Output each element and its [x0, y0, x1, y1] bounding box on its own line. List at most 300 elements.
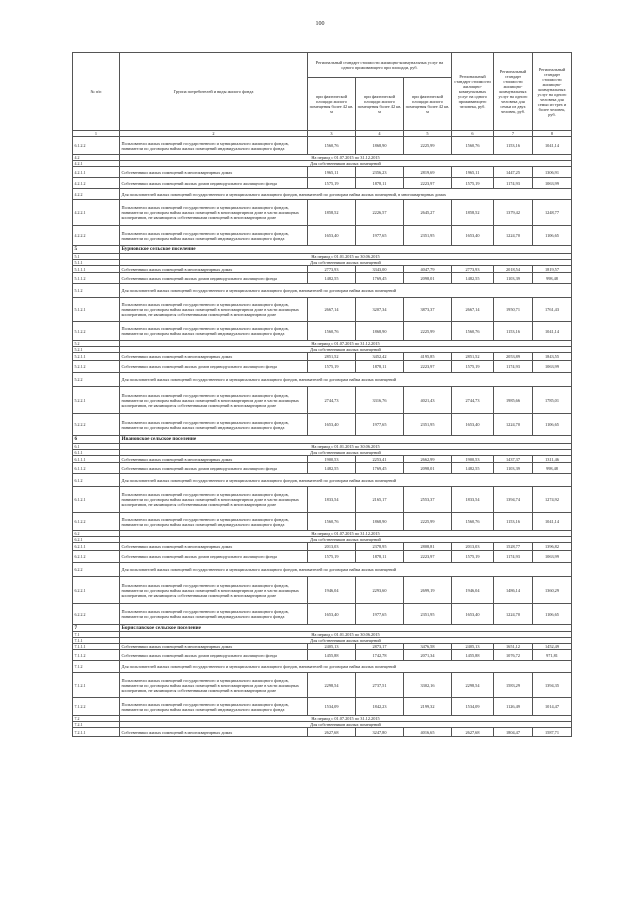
- header-two: Региональный стандарт стоимости жилищно-коммунальных услуг на одного человека для семьи из двух человек, руб.: [494, 53, 533, 131]
- row-value: 1977,65: [356, 414, 404, 436]
- row-value: 2293,60: [356, 577, 404, 604]
- row-value: 1396,82: [533, 543, 572, 551]
- row-value: 1653,40: [452, 604, 494, 625]
- row-code: 5.2.2.1: [73, 387, 120, 414]
- header-sub-1: при фактической площади жилого помещения более 42 кв. м: [308, 78, 356, 131]
- section-code: 7: [73, 625, 120, 632]
- table-row: [73, 456, 572, 463]
- col-number: 1: [73, 131, 120, 137]
- row-value: 2098,01: [404, 273, 452, 284]
- section-title: Бурновское сельское поселение: [120, 246, 572, 254]
- row-code: 7.1.1.1: [73, 644, 120, 650]
- row-value: 1946,04: [308, 577, 356, 604]
- row-code: 6.2.1.1: [73, 543, 120, 551]
- row-code: 7.1.2.2: [73, 698, 120, 716]
- col-number: 4: [356, 131, 404, 137]
- col-number: 3: [308, 131, 356, 137]
- row-value: 3873,37: [404, 298, 452, 322]
- row-code: 6.2.1.2: [73, 551, 120, 563]
- row-value: 1560,76: [452, 513, 494, 531]
- row-value: 1153,16: [494, 513, 533, 531]
- row-value: 998,48: [533, 273, 572, 284]
- row-value: 1274,92: [533, 487, 572, 513]
- row-value: 1224,70: [494, 226, 533, 246]
- row-code: 5.2.2.2: [73, 414, 120, 436]
- period-code: 6.1.1: [73, 450, 120, 456]
- row-value: 1653,40: [308, 414, 356, 436]
- row-value: 4047,79: [404, 266, 452, 273]
- row-name: Пользователи жилых помещений государственного и муниципального жилищного фондов, наниматели по договорам найма жилых помещений в многоквартирном доме в части жилищных кооперативов, не являющиеся собственниками помещений в многоквартирном доме: [120, 673, 308, 698]
- period-code: 5.2: [73, 341, 120, 347]
- row-name: Собственники жилых помещений жилых домов индивидуального жилищного фонда: [120, 361, 308, 373]
- row-value: 998,48: [533, 463, 572, 474]
- row-value: 2627,68: [452, 728, 494, 737]
- row-value: 2662,99: [404, 456, 452, 463]
- row-value: 1455,88: [308, 650, 356, 661]
- row-code: 7.1.2.1: [73, 673, 120, 698]
- row-value: 2378,95: [356, 543, 404, 551]
- row-name: Собственники жилых помещений в многоквартирных домах: [120, 167, 308, 178]
- row-value: 1950,71: [494, 298, 533, 322]
- period-code: 7.1: [73, 632, 120, 638]
- row-name: Пользователи жилых помещений государственного и муниципального жилищного фондов, наниматели по договорам найма жилых помещений индивидуального жилищного фонда: [120, 226, 308, 246]
- row-code: 5.1.1.1: [73, 266, 120, 273]
- subgroup-code: 6.1.2: [73, 474, 120, 487]
- section-row: [73, 246, 572, 254]
- row-value: 1900,53: [452, 456, 494, 463]
- row-name: Собственники жилых помещений в многоквартирных домах: [120, 644, 308, 650]
- table-row: [73, 353, 572, 361]
- row-value: 2627,68: [308, 728, 356, 737]
- row-value: 1575,19: [452, 178, 494, 189]
- row-value: 1878,11: [356, 361, 404, 373]
- table-row: [73, 167, 572, 178]
- col-number: 8: [533, 131, 572, 137]
- row-value: 1379,42: [494, 200, 533, 226]
- row-value: 1106,65: [533, 226, 572, 246]
- row-value: 1769,45: [356, 463, 404, 474]
- subgroup-code: 6.2.2: [73, 563, 120, 577]
- table-row: [73, 487, 572, 513]
- row-code: 6.1.1.2: [73, 463, 120, 474]
- row-value: 2744,73: [308, 387, 356, 414]
- row-value: 2013,03: [308, 543, 356, 551]
- subgroup-text: Для пользователей жилых помещений государственного и муниципального жилищного фондов, нанимателей по договорам найма жилых помещений: [120, 661, 572, 673]
- row-value: 1868,90: [356, 137, 404, 155]
- row-code: 6.2.2.1: [73, 577, 120, 604]
- row-value: 2253,41: [356, 456, 404, 463]
- row-value: 2225,99: [404, 137, 452, 155]
- period-text: На период с 01.07.2015 по 31.12.2015: [120, 716, 572, 722]
- row-value: 1833,54: [308, 487, 356, 513]
- table-row: [73, 577, 572, 604]
- row-value: 2223,97: [404, 178, 452, 189]
- row-name: Собственники жилых помещений в многоквартирных домах: [120, 266, 308, 273]
- row-name: Собственники жилых помещений жилых домов индивидуального жилищного фонда: [120, 178, 308, 189]
- section-title: Ивановское сельское поселение: [120, 436, 572, 444]
- row-value: 2098,01: [404, 463, 452, 474]
- row-value: 1769,45: [356, 273, 404, 284]
- row-value: 1455,88: [452, 650, 494, 661]
- row-value: 1063,99: [533, 551, 572, 563]
- row-value: 2808,81: [404, 543, 452, 551]
- row-value: 1014,47: [533, 698, 572, 716]
- row-value: 2223,97: [404, 361, 452, 373]
- row-name: Собственники жилых помещений жилых домов индивидуального жилищного фонда: [120, 551, 308, 563]
- subgroup-code: 5.2.2: [73, 373, 120, 387]
- table-row: [73, 200, 572, 226]
- table-row: [73, 322, 572, 341]
- row-value: 1858,52: [452, 200, 494, 226]
- period-text: Для собственников жилых помещений: [120, 638, 572, 644]
- row-code: 4.2.1.1: [73, 167, 120, 178]
- row-name: Пользователи жилых помещений государственного и муниципального жилищного фондов, наниматели по договорам найма жилых помещений индивидуального жилищного фонда: [120, 698, 308, 716]
- row-value: 1868,90: [356, 513, 404, 531]
- header-standard-area: Региональный стандарт стоимости жилищно-коммунальных услуг на одного проживающего при площади, руб.: [308, 53, 452, 78]
- row-value: 1126,49: [494, 698, 533, 716]
- row-name: Собственники жилых помещений в многоквартирных домах: [120, 456, 308, 463]
- row-name: Собственники жилых помещений жилых домов индивидуального жилищного фонда: [120, 273, 308, 284]
- row-value: 2351,95: [404, 604, 452, 625]
- period-text: На период с 01.01.2015 по 30.06.2015: [120, 254, 572, 260]
- subgroup-row: [73, 189, 572, 200]
- row-value: 3316,76: [356, 387, 404, 414]
- row-value: 1447,25: [494, 167, 533, 178]
- row-value: 2225,99: [404, 513, 452, 531]
- row-value: 1560,76: [452, 322, 494, 341]
- table-row: [73, 137, 572, 155]
- row-value: 1742,78: [356, 650, 404, 661]
- row-name: Пользователи жилых помещений государственного и муниципального жилищного фондов, наниматели по договорам найма жилых помещений индивидуального жилищного фонда: [120, 137, 308, 155]
- subgroup-row: [73, 474, 572, 487]
- row-value: 1560,76: [308, 322, 356, 341]
- row-value: 2199,32: [404, 698, 452, 716]
- row-value: 4021,43: [404, 387, 452, 414]
- period-text: Для собственников жилых помещений: [120, 347, 572, 353]
- row-code: 7.2.1.1: [73, 728, 120, 737]
- row-value: 1842,23: [356, 698, 404, 716]
- section-code: 6: [73, 436, 120, 444]
- period-code: 6.2.1: [73, 537, 120, 543]
- row-value: 1482,55: [452, 463, 494, 474]
- row-value: 1583,29: [494, 673, 533, 698]
- row-value: 1575,19: [452, 361, 494, 373]
- table-row: [73, 551, 572, 563]
- header-sub-2: при фактической площади жилого помещения более 42 кв. м: [356, 78, 404, 131]
- row-value: 1653,40: [308, 604, 356, 625]
- header-group: Группа потребителей и виды жилого фонда: [120, 53, 308, 131]
- row-value: 1587,71: [533, 728, 572, 737]
- row-value: 2405,13: [308, 644, 356, 650]
- row-value: 1575,19: [308, 361, 356, 373]
- row-value: 1106,65: [533, 414, 572, 436]
- row-name: Собственники жилых помещений жилых домов индивидуального жилищного фонда: [120, 463, 308, 474]
- row-value: 1486,14: [494, 577, 533, 604]
- row-name: Пользователи жилых помещений государственного и муниципального жилищного фондов, наниматели по договорам найма жилых помещений индивидуального жилищного фонда: [120, 414, 308, 436]
- period-code: 7.2: [73, 716, 120, 722]
- row-value: 1878,11: [356, 178, 404, 189]
- row-value: 1174,93: [494, 551, 533, 563]
- row-code: 5.1.1.2: [73, 273, 120, 284]
- row-value: 1041,14: [533, 137, 572, 155]
- subgroup-text: Для пользователей жилых помещений государственного и муниципального жилищного фондов, нанимателей по договорам найма жилых помещений: [120, 563, 572, 577]
- subgroup-text: Для пользователей жилых помещений государственного и муниципального жилищного фондов, нанимателей по договорам найма жилых помещений: [120, 284, 572, 298]
- header-num: № п/п: [73, 53, 120, 131]
- table-row: [73, 728, 572, 737]
- row-value: 2645,27: [404, 200, 452, 226]
- period-text: Для собственников жилых помещений: [120, 537, 572, 543]
- row-name: Собственники жилых помещений в многоквартирных домах: [120, 353, 308, 361]
- row-value: 2226,57: [356, 200, 404, 226]
- row-value: 2071,34: [404, 650, 452, 661]
- subgroup-text: Для пользователей жилых помещений государственного и муниципального жилищного фондов, нанимателей по договорам найма жилых помещений, в многоквартирных домах: [120, 189, 572, 200]
- period-text: Для собственников жилых помещений: [120, 722, 572, 728]
- row-value: 1819,57: [533, 266, 572, 273]
- subgroup-code: 7.1.2: [73, 661, 120, 673]
- row-value: 1103,39: [494, 463, 533, 474]
- row-value: 1482,55: [308, 463, 356, 474]
- row-value: 2851,52: [452, 353, 494, 361]
- row-name: Пользователи жилых помещений государственного и муниципального жилищного фондов, наниматели по договорам найма жилых помещений в многоквартирном доме в части жилищных кооперативов, не являющиеся собственниками помещений в многоквартирном доме: [120, 387, 308, 414]
- row-code: 7.1.1.2: [73, 650, 120, 661]
- row-value: 1575,19: [308, 178, 356, 189]
- row-value: 1306,91: [533, 167, 572, 178]
- row-value: 2699,19: [404, 577, 452, 604]
- row-value: 2737,51: [356, 673, 404, 698]
- row-value: 2553,37: [404, 487, 452, 513]
- table-row: [73, 414, 572, 436]
- row-value: 2165,17: [356, 487, 404, 513]
- subgroup-code: 5.1.2: [73, 284, 120, 298]
- row-value: 2223,97: [404, 551, 452, 563]
- subgroup-row: [73, 284, 572, 298]
- row-value: 1560,76: [308, 513, 356, 531]
- period-code: 7.1.1: [73, 638, 120, 644]
- row-value: 3302,16: [404, 673, 452, 698]
- row-value: 3343,00: [356, 266, 404, 273]
- table-row: [73, 698, 572, 716]
- row-value: 1076,72: [494, 650, 533, 661]
- row-value: 1174,93: [494, 178, 533, 189]
- row-value: 1858,52: [308, 200, 356, 226]
- subgroup-row: [73, 661, 572, 673]
- header-sub-3: при фактической площади жилого помещения более 42 кв. м: [404, 78, 452, 131]
- row-code: 4.2.2.1: [73, 200, 120, 226]
- row-value: 2298,54: [452, 673, 494, 698]
- section-row: [73, 436, 572, 444]
- row-value: 1041,14: [533, 322, 572, 341]
- row-value: 1833,54: [452, 487, 494, 513]
- row-value: 1153,16: [494, 322, 533, 341]
- subgroup-text: Для пользователей жилых помещений государственного и муниципального жилищного фондов, нанимателей по договорам найма жилых помещений: [120, 474, 572, 487]
- row-value: 2405,13: [452, 644, 494, 650]
- row-value: 4195,85: [404, 353, 452, 361]
- period-text: Для собственников жилых помещений: [120, 450, 572, 456]
- row-code: 5.1.2.2: [73, 322, 120, 341]
- table-row: [73, 178, 572, 189]
- row-value: 1394,35: [533, 673, 572, 698]
- period-text: Для собственников жилых помещений: [120, 161, 572, 167]
- row-name: Собственники жилых помещений в многоквартирных домах: [120, 543, 308, 551]
- row-name: Пользователи жилых помещений государственного и муниципального жилищного фондов, наниматели по договорам найма жилых помещений в многоквартирном доме в части жилищных кооперативов, не являющиеся собственниками помещений в многоквартирном доме: [120, 577, 308, 604]
- row-value: 2351,95: [404, 226, 452, 246]
- row-value: 1534,09: [452, 698, 494, 716]
- row-value: 2013,03: [452, 543, 494, 551]
- row-value: 2356,23: [356, 167, 404, 178]
- row-value: 1311,46: [533, 456, 572, 463]
- row-value: 1482,55: [452, 273, 494, 284]
- row-value: 2351,95: [404, 414, 452, 436]
- row-value: 1248,77: [533, 200, 572, 226]
- period-text: На период с 01.07.2015 по 31.12.2015: [120, 341, 572, 347]
- row-value: 1528,77: [494, 543, 533, 551]
- row-value: 4016,65: [404, 728, 452, 737]
- row-code: 4.2.2.2: [73, 226, 120, 246]
- row-value: 1946,04: [452, 577, 494, 604]
- row-value: 1785,01: [533, 387, 572, 414]
- row-value: 2873,17: [356, 644, 404, 650]
- row-code: 5.1.2.1: [73, 298, 120, 322]
- row-value: 1482,55: [308, 273, 356, 284]
- row-value: 1977,65: [356, 604, 404, 625]
- col-number: 7: [494, 131, 533, 137]
- row-value: 1575,19: [452, 551, 494, 563]
- period-code: 5.1.1: [73, 260, 120, 266]
- row-value: 1063,99: [533, 361, 572, 373]
- table-row: [73, 273, 572, 284]
- row-code: 6.2.2.2: [73, 604, 120, 625]
- row-value: 2667,14: [308, 298, 356, 322]
- row-value: 2225,99: [404, 322, 452, 341]
- row-value: 1965,11: [308, 167, 356, 178]
- row-value: 971,81: [533, 650, 572, 661]
- row-name: Пользователи жилых помещений государственного и муниципального жилищного фондов, наниматели по договорам найма жилых помещений в многоквартирном доме в части жилищных кооперативов, не являющиеся собственниками помещений в многоквартирном доме: [120, 298, 308, 322]
- row-code: 4.2.1.2: [73, 178, 120, 189]
- row-value: 1653,40: [452, 414, 494, 436]
- row-value: 1153,16: [494, 137, 533, 155]
- section-row: [73, 625, 572, 632]
- period-code: 7.2.1: [73, 722, 120, 728]
- row-value: 1761,43: [533, 298, 572, 322]
- row-name: Пользователи жилых помещений государственного и муниципального жилищного фондов, наниматели по договорам найма жилых помещений индивидуального жилищного фонда: [120, 513, 308, 531]
- row-value: 1965,11: [452, 167, 494, 178]
- tariff-table: [72, 52, 572, 737]
- row-value: 1653,40: [452, 226, 494, 246]
- row-value: 2667,14: [452, 298, 494, 322]
- period-text: На период с 01.07.2015 по 31.12.2015: [120, 155, 572, 161]
- period-code: 6.2: [73, 531, 120, 537]
- period-text: На период с 01.01.2015 по 30.06.2015: [120, 444, 572, 450]
- row-value: 1985,66: [494, 387, 533, 414]
- row-value: 1041,14: [533, 513, 572, 531]
- row-value: 1560,76: [452, 137, 494, 155]
- row-value: 1360,29: [533, 577, 572, 604]
- row-value: 1437,37: [494, 456, 533, 463]
- row-value: 1103,39: [494, 273, 533, 284]
- row-value: 1804,47: [494, 728, 533, 737]
- row-value: 1063,99: [533, 178, 572, 189]
- table-row: [73, 513, 572, 531]
- period-code: 6.1: [73, 444, 120, 450]
- subgroup-text: Для пользователей жилых помещений государственного и муниципального жилищного фондов, нанимателей по договорам найма жилых помещений: [120, 373, 572, 387]
- section-title: Бориславское сельское поселение: [120, 625, 572, 632]
- row-code: 6.1.2.1: [73, 487, 120, 513]
- row-value: 2298,54: [308, 673, 356, 698]
- period-code: 4.2.1: [73, 161, 120, 167]
- period-code: 5.2.1: [73, 347, 120, 353]
- row-value: 2773,93: [452, 266, 494, 273]
- row-name: Собственники жилых помещений в многоквартирных домах: [120, 728, 308, 737]
- row-value: 3247,80: [356, 728, 404, 737]
- period-code: 4.2: [73, 155, 120, 161]
- table-row: [73, 361, 572, 373]
- row-code: 6.1.1.1: [73, 456, 120, 463]
- row-value: 1452,49: [533, 644, 572, 650]
- row-value: 3476,58: [404, 644, 452, 650]
- subgroup-code: 4.2.2: [73, 189, 120, 200]
- row-value: 3207,34: [356, 298, 404, 322]
- col-number: 2: [120, 131, 308, 137]
- row-value: 2851,52: [308, 353, 356, 361]
- row-code: 5.2.1.2: [73, 361, 120, 373]
- section-code: 5: [73, 246, 120, 254]
- row-value: 3452,42: [356, 353, 404, 361]
- row-value: 2744,73: [452, 387, 494, 414]
- table-row: [73, 543, 572, 551]
- table-row: [73, 650, 572, 661]
- table-row: [73, 226, 572, 246]
- row-value: 1106,65: [533, 604, 572, 625]
- row-name: Пользователи жилых помещений государственного и муниципального жилищного фондов, наниматели по договорам найма жилых помещений индивидуального жилищного фонда: [120, 604, 308, 625]
- col-number: 6: [452, 131, 494, 137]
- row-value: 1900,53: [308, 456, 356, 463]
- subgroup-row: [73, 563, 572, 577]
- row-value: 2773,93: [308, 266, 356, 273]
- row-code: 5.2.1.1: [73, 353, 120, 361]
- col-number: 5: [404, 131, 452, 137]
- header-three: Региональный стандарт стоимости жилищно-коммунальных услуг на одного человека для семьи из трех и более человек, руб.: [533, 53, 572, 131]
- table-row: [73, 266, 572, 273]
- row-code: 6.1.2.2: [73, 137, 120, 155]
- row-value: 1534,09: [308, 698, 356, 716]
- header-single: Региональный стандарт стоимости жилищно-коммунальных услуг на одного проживающего человека, руб.: [452, 53, 494, 131]
- subgroup-row: [73, 373, 572, 387]
- row-value: 1843,55: [533, 353, 572, 361]
- row-value: 2053,89: [494, 353, 533, 361]
- table-row: [73, 298, 572, 322]
- row-name: Пользователи жилых помещений государственного и муниципального жилищного фондов, наниматели по договорам найма жилых помещений в многоквартирном доме в части жилищных кооперативов, не являющиеся собственниками помещений в многоквартирном доме: [120, 487, 308, 513]
- row-value: 2819,69: [404, 167, 452, 178]
- row-value: 1653,40: [308, 226, 356, 246]
- table-row: [73, 463, 572, 474]
- header-row-top: [73, 53, 572, 78]
- row-value: 1651,12: [494, 644, 533, 650]
- row-value: 1224,70: [494, 414, 533, 436]
- row-value: 1878,11: [356, 551, 404, 563]
- row-value: 1224,70: [494, 604, 533, 625]
- page-number: 100: [315, 21, 325, 27]
- period-text: На период с 01.01.2015 по 30.06.2015: [120, 632, 572, 638]
- row-name: Пользователи жилых помещений государственного и муниципального жилищного фондов, наниматели по договорам найма жилых помещений индивидуального жилищного фонда: [120, 322, 308, 341]
- period-code: 5.1: [73, 254, 120, 260]
- row-value: 1560,76: [308, 137, 356, 155]
- row-name: Пользователи жилых помещений государственного и муниципального жилищного фондов, наниматели по договорам найма жилых помещений в многоквартирном доме в части жилищных кооперативов, не являющиеся собственниками помещений в многоквартирном доме: [120, 200, 308, 226]
- row-value: 1174,93: [494, 361, 533, 373]
- table-row: [73, 673, 572, 698]
- table-row: [73, 387, 572, 414]
- row-code: 6.1.2.2: [73, 513, 120, 531]
- period-text: Для собственников жилых помещений: [120, 260, 572, 266]
